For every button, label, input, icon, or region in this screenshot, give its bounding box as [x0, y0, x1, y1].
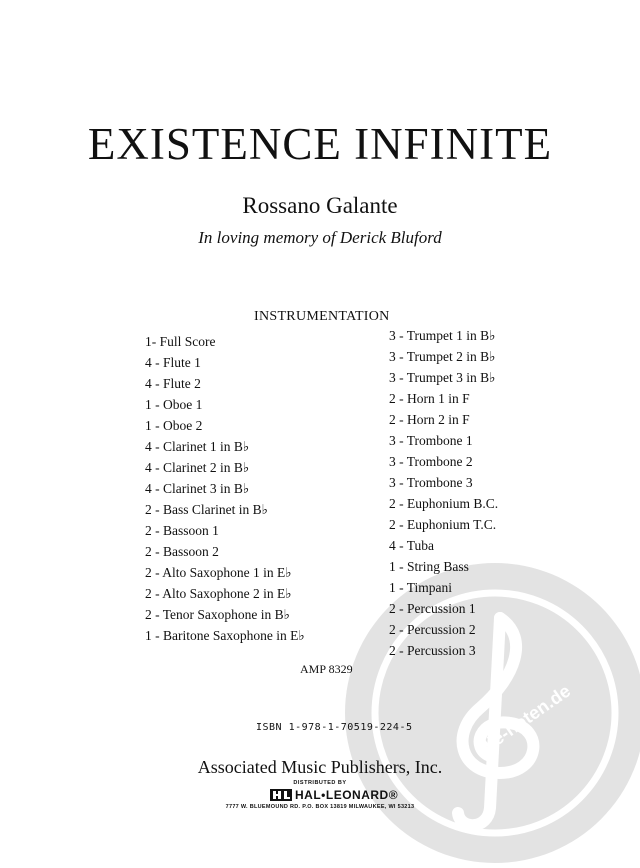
instrument-item: 2 - Euphonium T.C.	[389, 517, 497, 532]
instrument-item: 4 - Clarinet 3 in B♭	[145, 481, 250, 496]
hal-leonard-logo-icon	[270, 789, 292, 801]
instrument-item: 1 - Timpani	[389, 580, 453, 595]
instrument-item: 3 - Trombone 2	[389, 454, 473, 469]
instrument-item: 2 - Bass Clarinet in B♭	[145, 502, 268, 517]
instrument-item: 2 - Bassoon 2	[145, 544, 219, 559]
instrument-item: 4 - Clarinet 1 in B♭	[145, 439, 250, 454]
instrument-item: 1 - Oboe 1	[145, 397, 203, 412]
instrument-item: 2 - Alto Saxophone 2 in E♭	[145, 586, 292, 601]
instrument-item: 3 - Trombone 3	[389, 475, 473, 490]
composer-name: Rossano Galante	[242, 193, 398, 218]
instrument-item: 4 - Flute 1	[145, 355, 201, 370]
instrument-item: 1- Full Score	[145, 334, 216, 349]
instrument-item: 2 - Percussion 3	[389, 643, 476, 658]
instrument-item: 1 - Oboe 2	[145, 418, 203, 433]
instrument-item: 3 - Trumpet 3 in B♭	[389, 370, 496, 385]
instrument-item: 2 - Euphonium B.C.	[389, 496, 499, 511]
publisher-name: Associated Music Publishers, Inc.	[197, 757, 443, 777]
instrument-item: 4 - Clarinet 2 in B♭	[145, 460, 250, 475]
instrument-item: 4 - Tuba	[389, 538, 435, 553]
instrument-item: 4 - Flute 2	[145, 376, 201, 391]
instrument-item: 2 - Horn 1 in F	[389, 391, 470, 406]
instrument-item: 2 - Tenor Saxophone in B♭	[145, 607, 291, 622]
page-title: EXISTENCE INFINITE	[87, 119, 553, 169]
isbn: ISBN 1-978-1-70519-224-5	[256, 722, 413, 733]
distributor-logo	[270, 788, 398, 802]
instrument-item: 2 - Bassoon 1	[145, 523, 219, 538]
instrument-item: 2 - Percussion 1	[389, 601, 476, 616]
instrument-item: 3 - Trumpet 1 in B♭	[389, 328, 496, 343]
watermark-text: alle-noten.de	[471, 680, 575, 761]
distributed-by-label: DISTRIBUTED BY	[293, 780, 347, 786]
instrumentation-heading: INSTRUMENTATION	[254, 309, 390, 324]
distributor-address: 7777 W. BLUEMOUND RD. P.O. BOX 13819 MILWAUKEE, WI 53213	[225, 804, 415, 810]
instrument-item: 1 - String Bass	[389, 559, 469, 574]
catalog-number: AMP 8329	[300, 662, 353, 676]
instrument-item: 3 - Trumpet 2 in B♭	[389, 349, 496, 364]
instrument-item: 2 - Percussion 2	[389, 622, 476, 637]
dedication: In loving memory of Derick Bluford	[198, 228, 442, 247]
distributor-name: HAL•LEONARD®	[295, 788, 399, 802]
instrument-item: 2 - Horn 2 in F	[389, 412, 470, 427]
instrument-item: 2 - Alto Saxophone 1 in E♭	[145, 565, 292, 580]
instrument-item: 1 - Baritone Saxophone in E♭	[145, 628, 305, 643]
instrumentation-left-column	[145, 331, 305, 646]
instrument-item: 3 - Trombone 1	[389, 433, 473, 448]
instrumentation-right-column	[389, 325, 498, 661]
